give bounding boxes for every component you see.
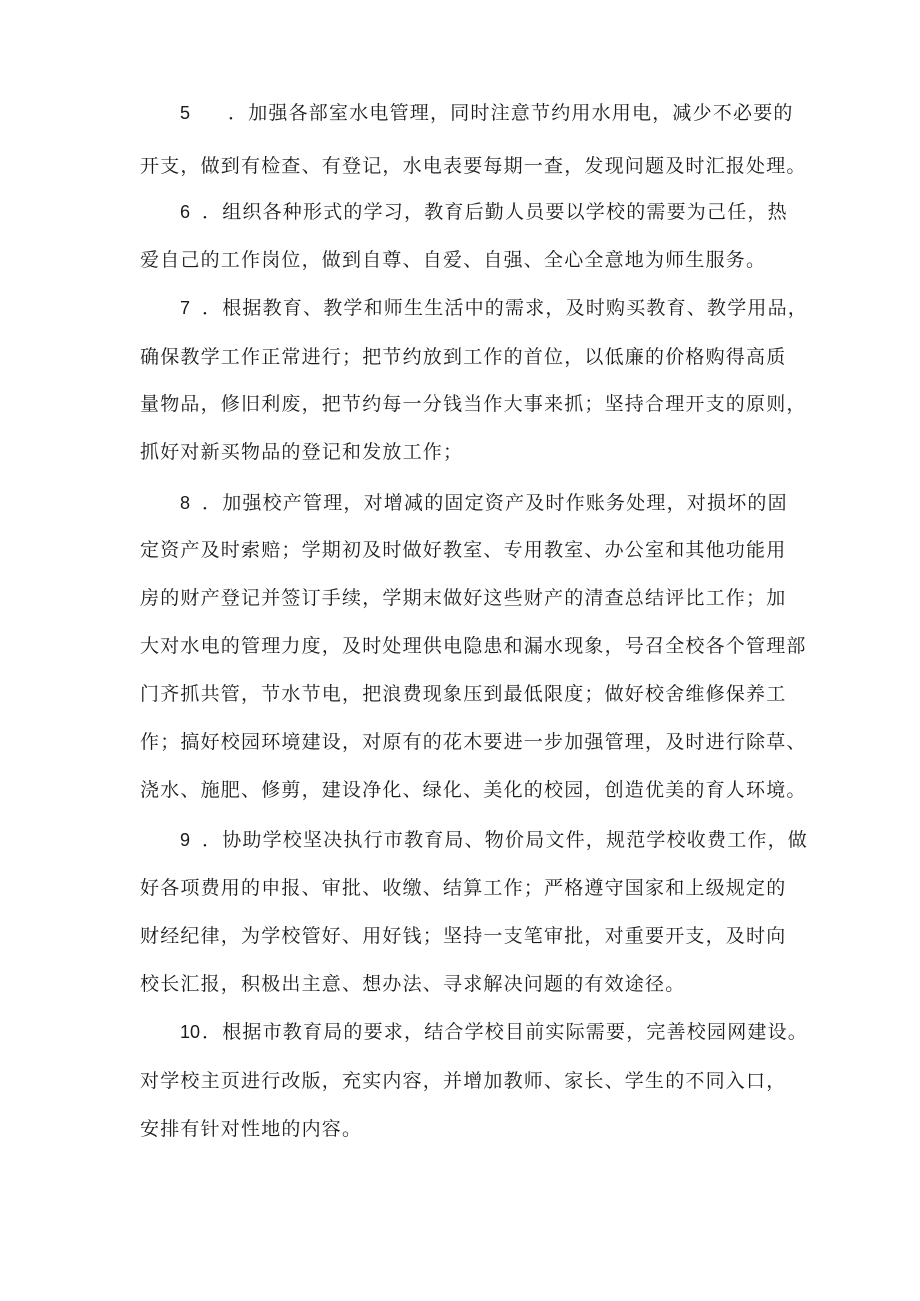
paragraph-line: 爱自己的工作岗位，做到自尊、自爱、自强、全心全意地为师生服务。: [140, 249, 767, 271]
paragraph-line: 开支，做到有检查、有登记，水电表要每期一查，发现问题及时汇报处理。: [140, 155, 807, 177]
item-text: ．加强各部室水电管理，同时注意节约用水用电，减少不必要的: [228, 102, 794, 124]
paragraph-line: 门齐抓共管，节水节电，把浪费现象压到最低限度；做好校舍维修保养工: [140, 683, 787, 705]
paragraph-line: 大对水电的管理力度，及时处理供电隐患和漏水现象，号召全校各个管理部: [140, 635, 807, 657]
paragraph-line: 浇水、施肥、修剪，建设净化、绿化、美化的校园，创造优美的育人环境。: [140, 779, 807, 801]
item-text: ．加强校产管理，对增减的固定资产及时作账务处理，对损坏的固: [202, 492, 788, 514]
paragraph-line: 房的财产登记并签订手续，学期末做好这些财产的清查总结评比工作；加: [140, 587, 787, 609]
paragraph-line: 确保教学工作正常进行；把节约放到工作的首位，以低廉的价格购得高质: [140, 346, 787, 368]
item-8-first-line: [180, 491, 840, 515]
item-text: ．根据教育、教学和师生生活中的需求，及时购买教育、教学用品，: [202, 297, 809, 319]
paragraph-line: 财经纪律，为学校管好、用好钱；坚持一支笔审批，对重要开支，及时向: [140, 925, 787, 947]
item-5-first-line: [180, 101, 840, 125]
paragraph-line: 抓好对新买物品的登记和发放工作；: [140, 441, 464, 463]
item-number: 10: [180, 1022, 201, 1042]
item-7-first-line: [180, 296, 840, 320]
item-10-first-line: [180, 1020, 840, 1044]
item-9-first-line: [180, 828, 840, 852]
item-text: ．组织各种形式的学习，教育后勤人员要以学校的需要为己任，热: [202, 201, 788, 223]
item-number: 7: [180, 298, 191, 318]
item-text: ．协助学校坚决执行市教育局、物价局文件，规范学校收费工作，做: [202, 829, 809, 851]
item-6-first-line: [180, 200, 840, 224]
paragraph-line: 定资产及时索赔；学期初及时做好教室、专用教室、办公室和其他功能用: [140, 539, 787, 561]
item-number: 8: [180, 493, 191, 513]
paragraph-line: 作；搞好校园环境建设，对原有的花木要进一步加强管理，及时进行除草、: [140, 731, 807, 753]
item-text: ．根据市教育局的要求，结合学校目前实际需要，完善校园网建设。: [202, 1021, 809, 1043]
item-number: 9: [180, 830, 191, 850]
paragraph-line: 安排有针对性地的内容。: [140, 1118, 363, 1140]
item-number: 6: [180, 202, 191, 222]
paragraph-line: 校长汇报，积极出主意、想办法、寻求解决问题的有效途径。: [140, 973, 686, 995]
item-number: 5: [180, 103, 191, 123]
paragraph-line: 好各项费用的申报、审批、收缴、结算工作；严格遵守国家和上级规定的: [140, 877, 787, 899]
paragraph-line: 量物品，修旧利废，把节约每一分钱当作大事来抓；坚持合理开支的原则，: [140, 393, 807, 415]
paragraph-line: 对学校主页进行改版，充实内容，并增加教师、家长、学生的不同入口，: [140, 1070, 787, 1092]
